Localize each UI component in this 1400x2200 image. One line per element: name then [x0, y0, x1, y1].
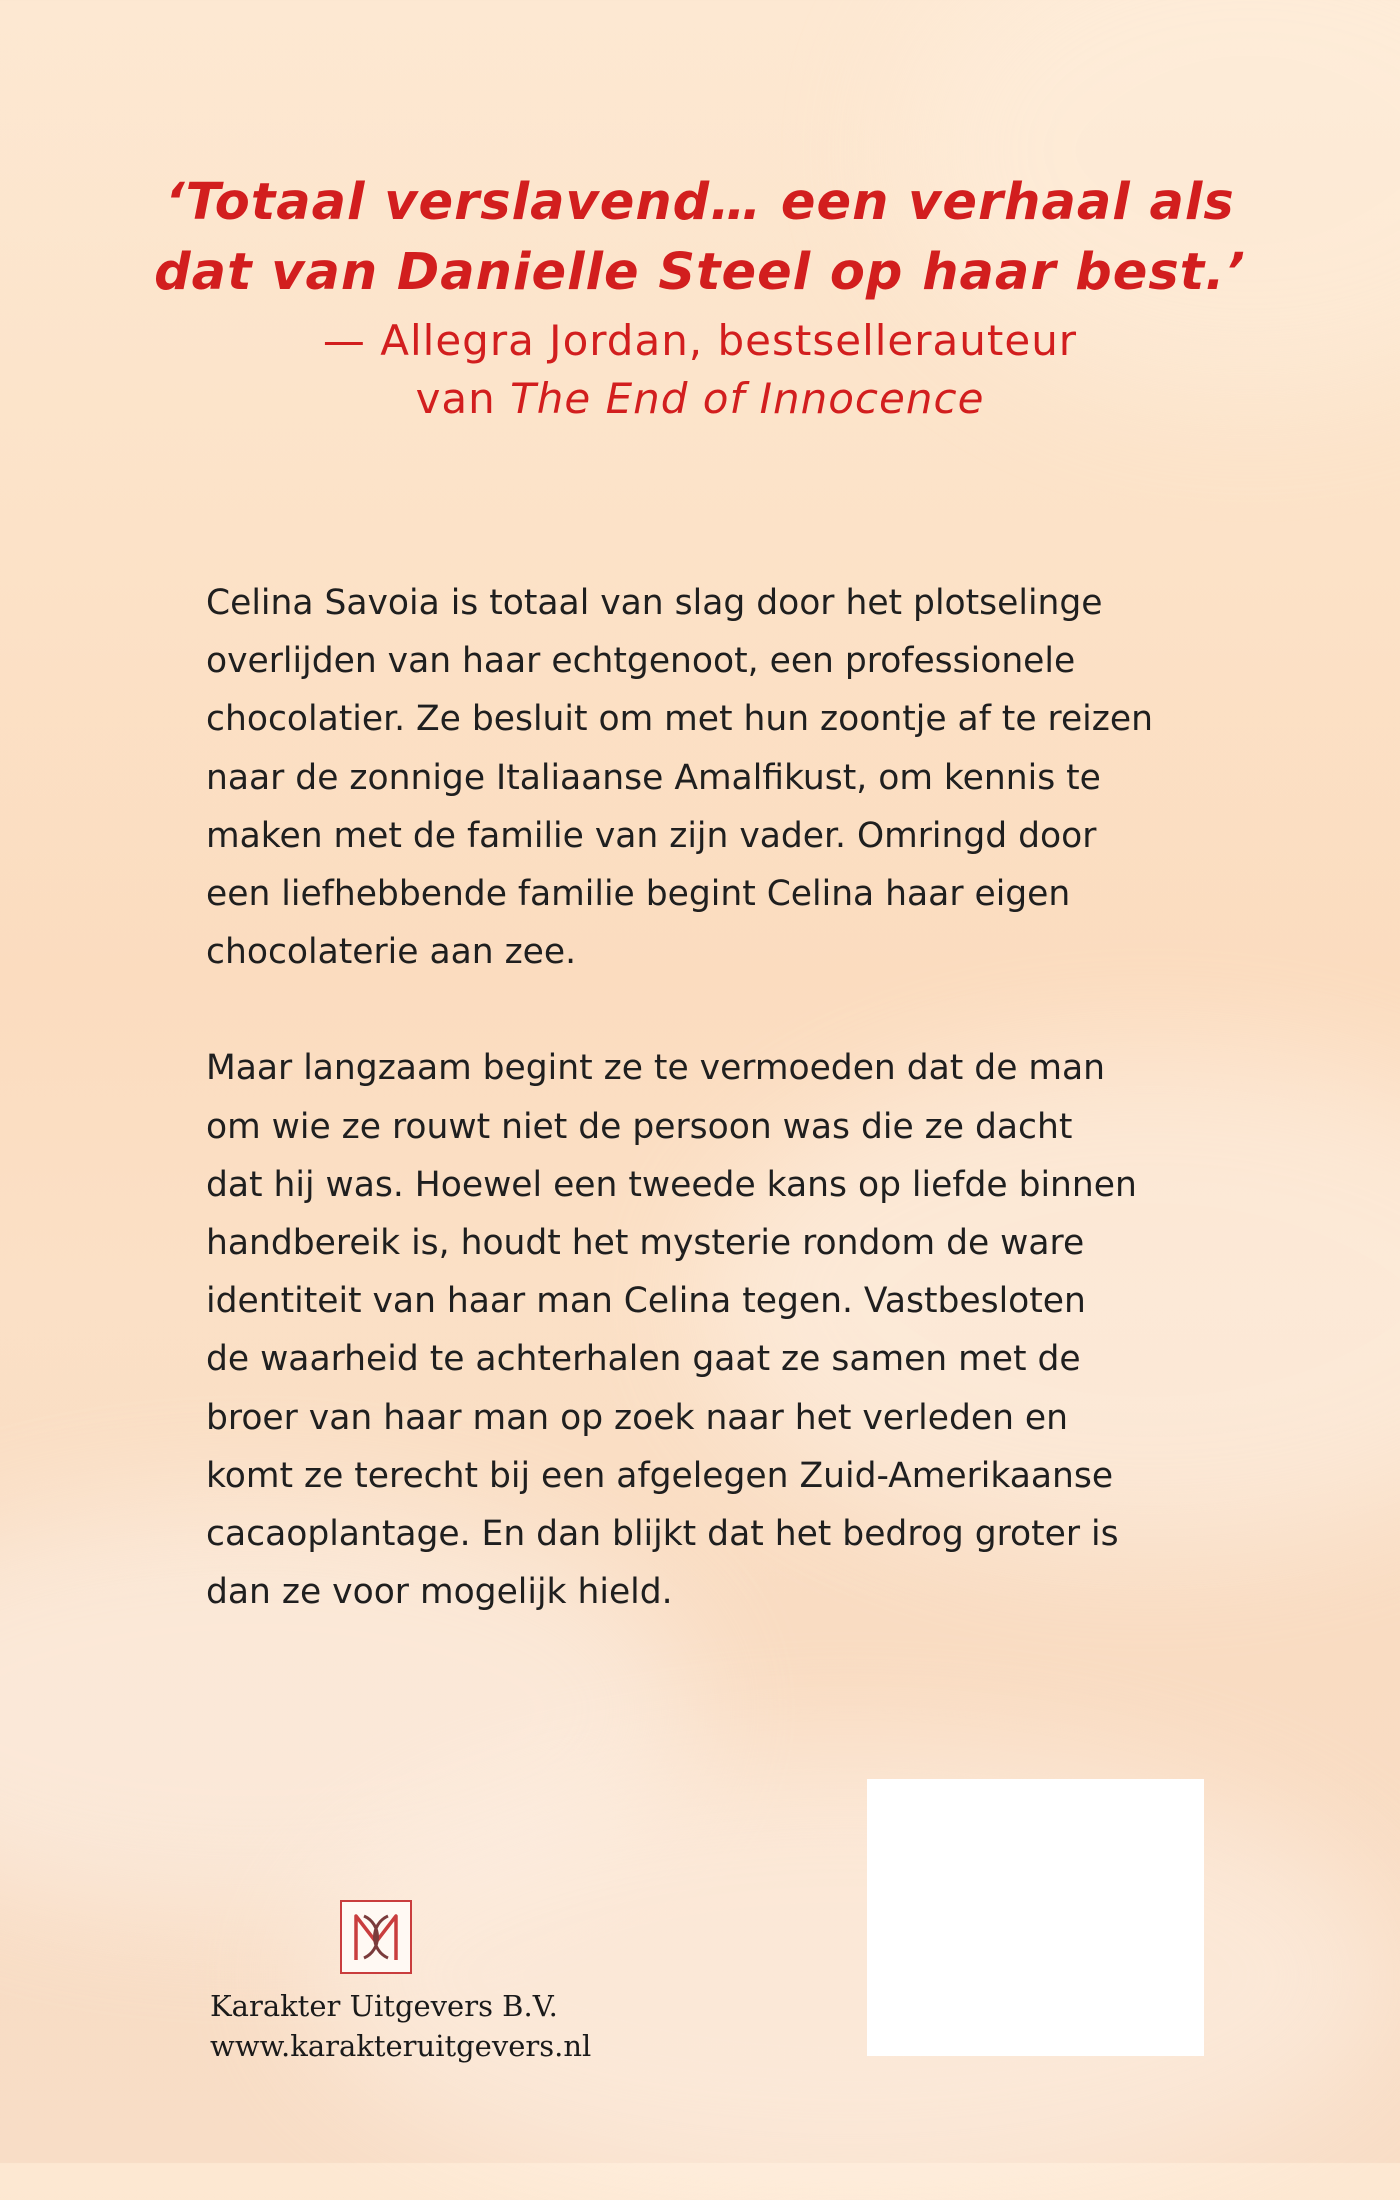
blurb-paragraph [206, 1039, 1216, 1621]
blurb-line: identiteit van haar man Celina tegen. Vastbesloten [206, 1281, 1086, 1322]
background-haze [300, 1750, 1400, 2200]
paragraph-spacer [206, 981, 1216, 1039]
blurb-paragraph [206, 574, 1216, 981]
blurb-line: broer van haar man op zoek naar het verleden en [206, 1397, 1069, 1438]
quote-attribution [150, 312, 1250, 428]
blurb-line: dat hij was. Hoewel een tweede kans op liefde binnen [206, 1164, 1137, 1205]
blurb-line: om wie ze rouwt niet de persoon was die ze dacht [206, 1106, 1073, 1147]
barcode-placeholder [867, 1779, 1204, 2056]
blurb-line: chocolaterie aan zee. [206, 932, 577, 973]
attribution-prefix: van [415, 374, 511, 423]
quote-line: dat van Danielle Steel op haar best.’ [154, 243, 1246, 302]
blurb-line: maken met de familie van zijn vader. Omringd door [206, 815, 1097, 856]
attribution-source [150, 370, 1250, 428]
blurb-line: overlijden van haar echtgenoot, een professionele [206, 641, 1076, 682]
publisher-website: www.karakteruitgevers.nl [210, 2029, 592, 2063]
attribution-author: — Allegra Jordan, bestsellerauteur [322, 316, 1078, 365]
blurb-line: cacaoplantage. En dan blijkt dat het bedrog groter is [206, 1514, 1119, 1555]
publisher-name: Karakter Uitgevers B.V. [210, 1989, 558, 2023]
review-quote [150, 168, 1250, 428]
blurb-line: Maar langzaam begint ze te vermoeden dat de man [206, 1048, 1106, 1089]
blurb-line: komt ze terecht bij een afgelegen Zuid-Amerikaanse [206, 1455, 1114, 1496]
quote-line: ‘Totaal verslavend… een verhaal als [165, 173, 1235, 232]
blurb-line: Celina Savoia is totaal van slag door het plotselinge [206, 583, 1103, 623]
blurb-line: chocolatier. Ze besluit om met hun zoontje af te reizen [206, 699, 1153, 740]
publisher-info [210, 1986, 591, 2066]
km-monogram-logo-icon [340, 1900, 412, 1974]
blurb-line: dan ze voor mogelijk hield. [206, 1572, 673, 1613]
book-blurb [206, 574, 1216, 1621]
blurb-line: een liefhebbende familie begint Celina haar eigen [206, 874, 1071, 915]
blurb-line: handbereik is, houdt het mysterie rondom de ware [206, 1223, 1085, 1264]
quote-text [150, 168, 1250, 308]
blurb-line: de waarheid te achterhalen gaat ze samen met de [206, 1339, 1081, 1380]
blurb-line: naar de zonnige Italiaanse Amalfikust, om kennis te [206, 757, 1101, 798]
attribution-book-title: The End of Innocence [510, 374, 985, 423]
